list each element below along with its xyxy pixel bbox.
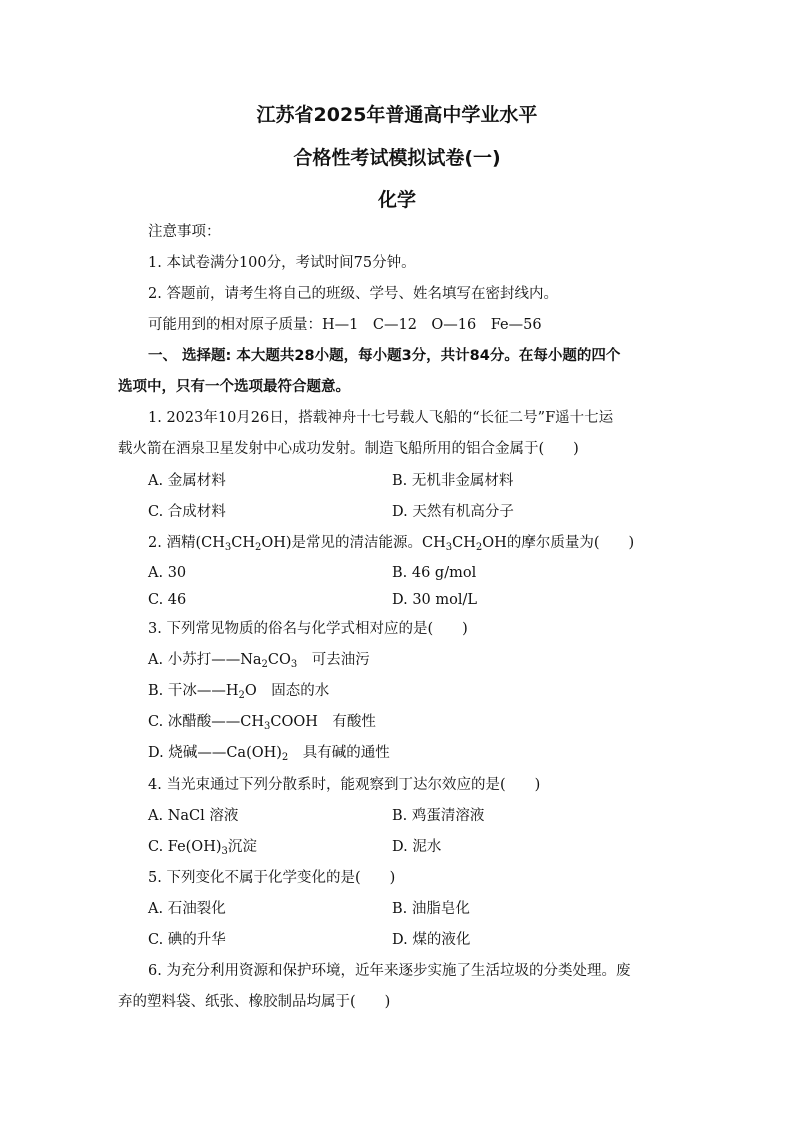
q2-option-b: B. 46 g/mol [392,565,477,581]
q5-option-d: D. 煤的液化 [392,932,471,948]
q2-option-d: D. 30 mol/L [392,592,478,608]
q3-stem: 3. 下列常见物质的俗名与化学式相对应的是( ) [148,621,468,637]
section1-heading-line2: 选项中，只有一个选项最符合题意。 [118,379,350,395]
q3-option-d: D. 烧碱$——Ca(OH)_2$ 具有碱的通性 [148,745,390,763]
q1-option-d: D. 天然有机高分子 [392,504,514,520]
q1-stem-line2: 载火箭在酒泉卫星发射中心成功发射。制造飞船所用的铝合金属于( ) [118,441,579,457]
q6-stem-line1: 6. 为充分利用资源和保护环境，近年来逐步实施了生活垃圾的分类处理。废 [148,963,631,979]
q5-option-b: B. 油脂皂化 [392,901,470,917]
q4-stem: 4. 当光束通过下列分散系时，能观察到丁达尔效应的是( ) [148,777,541,793]
q4-option-a: A. NaCl 溶液 [148,808,239,824]
q2-option-a: A. 30 [148,565,187,581]
notice-item-2: 2. 答题前，请考生将自己的班级、学号、姓名填写在密封线内。 [148,286,558,302]
notice-heading: 注意事项： [148,224,221,240]
q3-option-a: A. 小苏打$——Na_2CO_3$ 可去油污 [148,652,370,670]
exam-title-line1: 江苏省2025年普通高中学业水平 [256,104,538,126]
q1-option-c: C. 合成材料 [148,504,226,520]
section1-heading-line1: 一、 选择题: 本大题共28小题，每小题3分，共计84分。在每小题的四个 [148,348,621,364]
q2-stem: 2. 酒精$(CH_3CH_2OH)$是常见的清洁能源。$CH_3CH_2OH$的摩尔质量为( ) [148,535,635,553]
q3-option-b: B. 干冰$——H_2O$ 固态的水 [148,683,330,701]
atomic-masses: 可能用到的相对原子质量：H—1 C—12 O—16 Fe—56 [148,317,542,333]
notice-item-1: 1. 本试卷满分100分，考试时间75分钟。 [148,255,416,271]
exam-title-line2: 合格性考试模拟试卷(一) [293,147,501,169]
q5-option-a: A. 石油裂化 [148,901,226,917]
q6-stem-line2: 弃的塑料袋、纸张、橡胶制品均属于( ) [118,994,391,1010]
q5-stem: 5. 下列变化不属于化学变化的是( ) [148,870,396,886]
q1-option-b: B. 无机非金属材料 [392,473,514,489]
subject-title: 化学 [377,189,416,211]
q2-option-c: C. 46 [148,592,187,608]
q4-option-b: B. 鸡蛋清溶液 [392,808,485,824]
q5-option-c: C. 碘的升华 [148,932,226,948]
q4-option-c: C. $Fe(OH)_3$沉淀 [148,839,257,857]
q1-stem-line1: 1. 2023年10月26日，搭载神舟十七号载人飞船的“长征二号”F遥十七运 [148,410,614,426]
q4-option-d: D. 泥水 [392,839,442,855]
q1-option-a: A. 金属材料 [148,473,226,489]
q3-option-c: C. 冰醋酸$——CH_3COOH$ 有酸性 [148,714,376,732]
